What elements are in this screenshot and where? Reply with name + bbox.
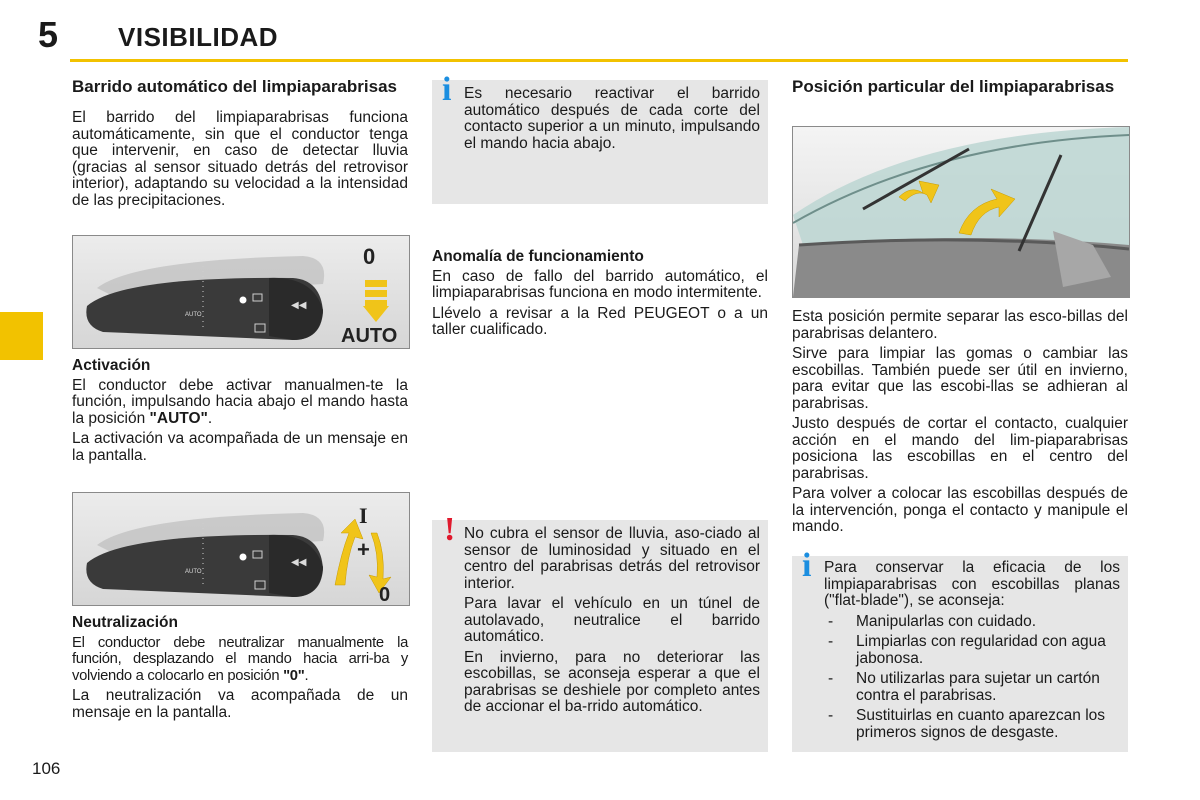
wiper-stalk-illustration — [73, 236, 409, 348]
section-title-special-position: Posición particular del limpiaparabrisas — [792, 77, 1115, 96]
position-one-label: I — [359, 503, 368, 528]
stalk-auto-marking: AUTO — [185, 312, 202, 318]
list-item — [824, 614, 1120, 631]
stalk-figure-activation — [72, 235, 410, 349]
position-auto-label: AUTO — [341, 325, 398, 347]
windshield-figure — [792, 126, 1130, 298]
activation-paragraph-2: La activación va acompañada de un mensaje en la pantalla. — [72, 430, 408, 464]
list-dash: - — [828, 670, 834, 687]
neutralization-paragraph-2: La neutralización va acompañada de un mensaje en la pantalla. — [72, 687, 408, 721]
position-zero-label: 0 — [363, 244, 376, 269]
list-item — [824, 708, 1120, 741]
neutralization-text: El conductor debe neutralizar manualmente la función, desplazando el mando hacia arri-ba y volviendo a colocarlo en posición — [72, 634, 408, 684]
page-number: 106 — [32, 759, 61, 778]
flat-blade-note-body — [824, 560, 1120, 745]
anomaly-paragraph-1: En caso de fallo del barrido automático, el limpiaparabrisas funciona en modo intermitente. — [432, 267, 768, 301]
column-auto-wipe — [72, 78, 408, 213]
intro-paragraph: El barrido del limpiaparabrisas funciona automáticamente, sin que el conductor tenga que intervenir, en caso de detectar lluvia (gracias al sensor situado detrás del retrovisor interior), adaptando su velocidad a la intensidad de las precipitaciones. — [72, 109, 408, 209]
info-icon-2: i — [802, 547, 812, 584]
warning-note-sensor — [432, 511, 768, 752]
warning-icon: ! — [444, 511, 456, 548]
anomaly-title: Anomalía de funcionamiento — [432, 248, 644, 265]
svg-text:◀◀: ◀◀ — [291, 300, 307, 311]
info-note-reactivate — [432, 71, 768, 204]
chapter-tab — [0, 312, 43, 360]
activation-auto-emphasis: "AUTO" — [149, 409, 208, 427]
flat-blade-intro: Para conservar la eficacia de los limpiaparabrisas con escobillas planas ("flat-blade"), se aconseja: — [824, 559, 1120, 609]
special-paragraph-1: Esta posición permite separar las esco-billas del parabrisas delantero. — [792, 308, 1128, 342]
list-item-text: No utilizarlas para sujetar un cartón contra el parabrisas. — [856, 670, 1100, 704]
list-item-text: Sustituirlas en cuanto aparezcan los primeros signos de desgaste. — [856, 707, 1106, 741]
section-title-auto-wipe: Barrido automático del limpiaparabrisas — [72, 77, 397, 96]
neutralization-title: Neutralización — [72, 614, 178, 631]
chapter-number: 5 — [38, 14, 59, 55]
warning-paragraph-2: Para lavar el vehículo en un túnel de autolavado, neutralice el barrido automático. — [464, 595, 760, 645]
activation-text-end: . — [207, 409, 213, 427]
stalk-figure-neutralization — [72, 492, 410, 606]
info-icon: i — [442, 71, 452, 108]
anomaly-section — [432, 249, 768, 343]
activation-title: Activación — [72, 357, 151, 374]
info-note-flat-blade — [792, 547, 1128, 752]
list-item-text: Limpiarlas con regularidad con agua jabonosa. — [856, 633, 1106, 667]
position-zero-label-2: 0 — [379, 584, 391, 605]
list-item — [824, 634, 1120, 667]
warning-note-body — [464, 526, 760, 720]
flat-blade-tips-list — [824, 614, 1120, 742]
neutralization-text-end: . — [304, 667, 309, 684]
anomaly-paragraph-2: Llévelo a revisar a la Red PEUGEOT o a un taller cualificado. — [432, 304, 768, 338]
list-dash: - — [828, 612, 834, 630]
plus-label: + — [357, 537, 370, 562]
warning-paragraph-1: No cubra el sensor de lluvia, aso-ciado al sensor de luminosidad y situado en el centro del parabrisas detrás del retrovisor interior. — [464, 525, 760, 592]
neutralization-zero-emphasis: "0" — [283, 667, 305, 684]
windshield-illustration — [793, 127, 1129, 297]
chapter-title: VISIBILIDAD — [118, 22, 279, 52]
info-note-text: Es necesario reactivar el barrido automático después de cada corte del contacto superior a un minuto, impulsando el mando hacia abajo. — [464, 85, 760, 152]
list-item-text: Manipularlas con cuidado. — [856, 612, 1037, 630]
neutralization-section — [72, 615, 408, 725]
header-rule — [70, 59, 1128, 62]
svg-text:◀◀: ◀◀ — [291, 557, 307, 568]
list-dash: - — [828, 633, 834, 650]
activation-section — [72, 358, 408, 468]
warning-paragraph-3: En invierno, para no deteriorar las escobillas, se aconseja esperar a que el parabrisas se deshiele por completo antes de accionar el ba-rrido automático. — [464, 648, 760, 715]
list-dash: - — [828, 707, 834, 724]
wiper-stalk-illustration-2 — [73, 493, 409, 605]
stalk-auto-marking-2: AUTO — [185, 569, 202, 575]
activation-text: El conductor debe activar manualmen-te la función, impulsando hacia abajo el mando hasta la posición — [72, 376, 408, 427]
special-paragraph-4: Para volver a colocar las escobillas después de la intervención, ponga el contacto y manipule el mando. — [792, 485, 1128, 535]
neutralization-paragraph-1 — [72, 635, 408, 685]
column-special-position — [792, 78, 1128, 110]
special-paragraph-3: Justo después de cortar el contacto, cualquier acción en el mando del lim-piaparabrisas posiciona las escobillas en el centro del parabrisas. — [792, 415, 1128, 482]
special-position-text — [792, 309, 1128, 540]
special-paragraph-2: Sirve para limpiar las gomas o cambiar las escobillas. También puede ser útil en invierno, para evitar que las escobi-llas se adhieran al parabrisas. — [792, 345, 1128, 412]
list-item — [824, 671, 1120, 704]
activation-paragraph-1 — [72, 378, 408, 428]
